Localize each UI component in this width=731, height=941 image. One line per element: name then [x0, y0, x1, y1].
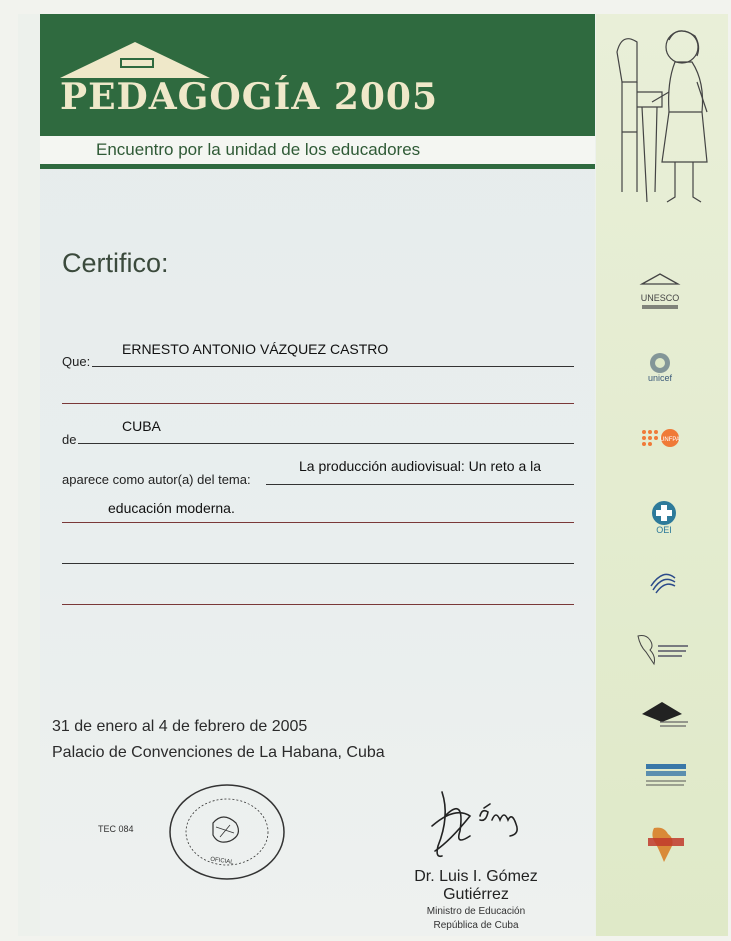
unfpa-logo — [640, 426, 690, 450]
signer-name: Dr. Luis I. Gómez Gutiérrez — [414, 868, 538, 903]
roof-logo-icon — [60, 40, 210, 80]
sponsor-logo-9 — [644, 824, 688, 864]
event-dates: 31 de enero al 4 de febrero de 2005 — [52, 718, 308, 735]
signature-icon — [430, 786, 530, 866]
book-emblem-icon — [640, 700, 690, 730]
oei-cross-icon — [650, 500, 678, 526]
event-subtitle: Encuentro por la unidad de los educadores — [96, 140, 421, 159]
recipient-country: CUBA — [122, 418, 161, 434]
unesco-temple-icon — [638, 272, 682, 310]
signer-block — [381, 868, 571, 932]
signer-role: Ministro de Educación — [426, 906, 526, 917]
unesco-text: UNESCO — [640, 293, 680, 303]
topic-line-rule-2 — [62, 522, 574, 523]
blank-line-2 — [62, 563, 574, 564]
unfpa-dots-icon — [640, 426, 690, 450]
sponsor-logo-6 — [636, 632, 694, 668]
de-label: de — [62, 432, 77, 447]
signer-country: República de Cuba — [433, 920, 519, 931]
que-label: Que: — [62, 354, 91, 369]
blank-line-3 — [62, 604, 574, 605]
sponsor-logo-7 — [640, 700, 690, 730]
stacked-bars-icon — [644, 762, 690, 790]
swirl-globe-icon — [648, 566, 678, 596]
seal-text: OFICIAL — [209, 856, 234, 866]
unesco-logo — [638, 272, 682, 310]
topic-line-1: La producción audiovisual: Un reto a la — [299, 458, 542, 474]
unicef-globe-icon — [644, 352, 676, 374]
name-line — [92, 366, 574, 367]
oei-text: OEI — [656, 525, 672, 535]
topic-line-2: educación moderna. — [108, 500, 235, 516]
certificate-heading: Certifico: — [62, 248, 169, 278]
americas-map-icon — [636, 632, 694, 668]
blank-line — [62, 403, 574, 404]
official-seal-icon — [168, 783, 286, 881]
unfpa-text: UNFPA — [660, 437, 680, 443]
sponsor-logo-5 — [648, 566, 678, 596]
oei-logo — [650, 500, 678, 534]
girl-illustration-icon — [607, 22, 717, 212]
orange-map-icon — [644, 824, 688, 864]
event-place: Palacio de Convenciones de La Habana, Cuba — [52, 744, 385, 761]
sponsor-logo-8 — [644, 762, 690, 790]
certificate-code: TEC 084 — [98, 824, 134, 834]
unicef-logo — [644, 352, 676, 382]
author-label: aparece como autor(a) del tema: — [62, 472, 251, 487]
topic-line-rule-1 — [266, 484, 574, 485]
country-line — [78, 443, 574, 444]
unicef-text: unicef — [647, 373, 673, 383]
recipient-name: ERNESTO ANTONIO VÁZQUEZ CASTRO — [122, 341, 389, 357]
event-title: PEDAGOGÍA 2005 — [60, 76, 439, 118]
